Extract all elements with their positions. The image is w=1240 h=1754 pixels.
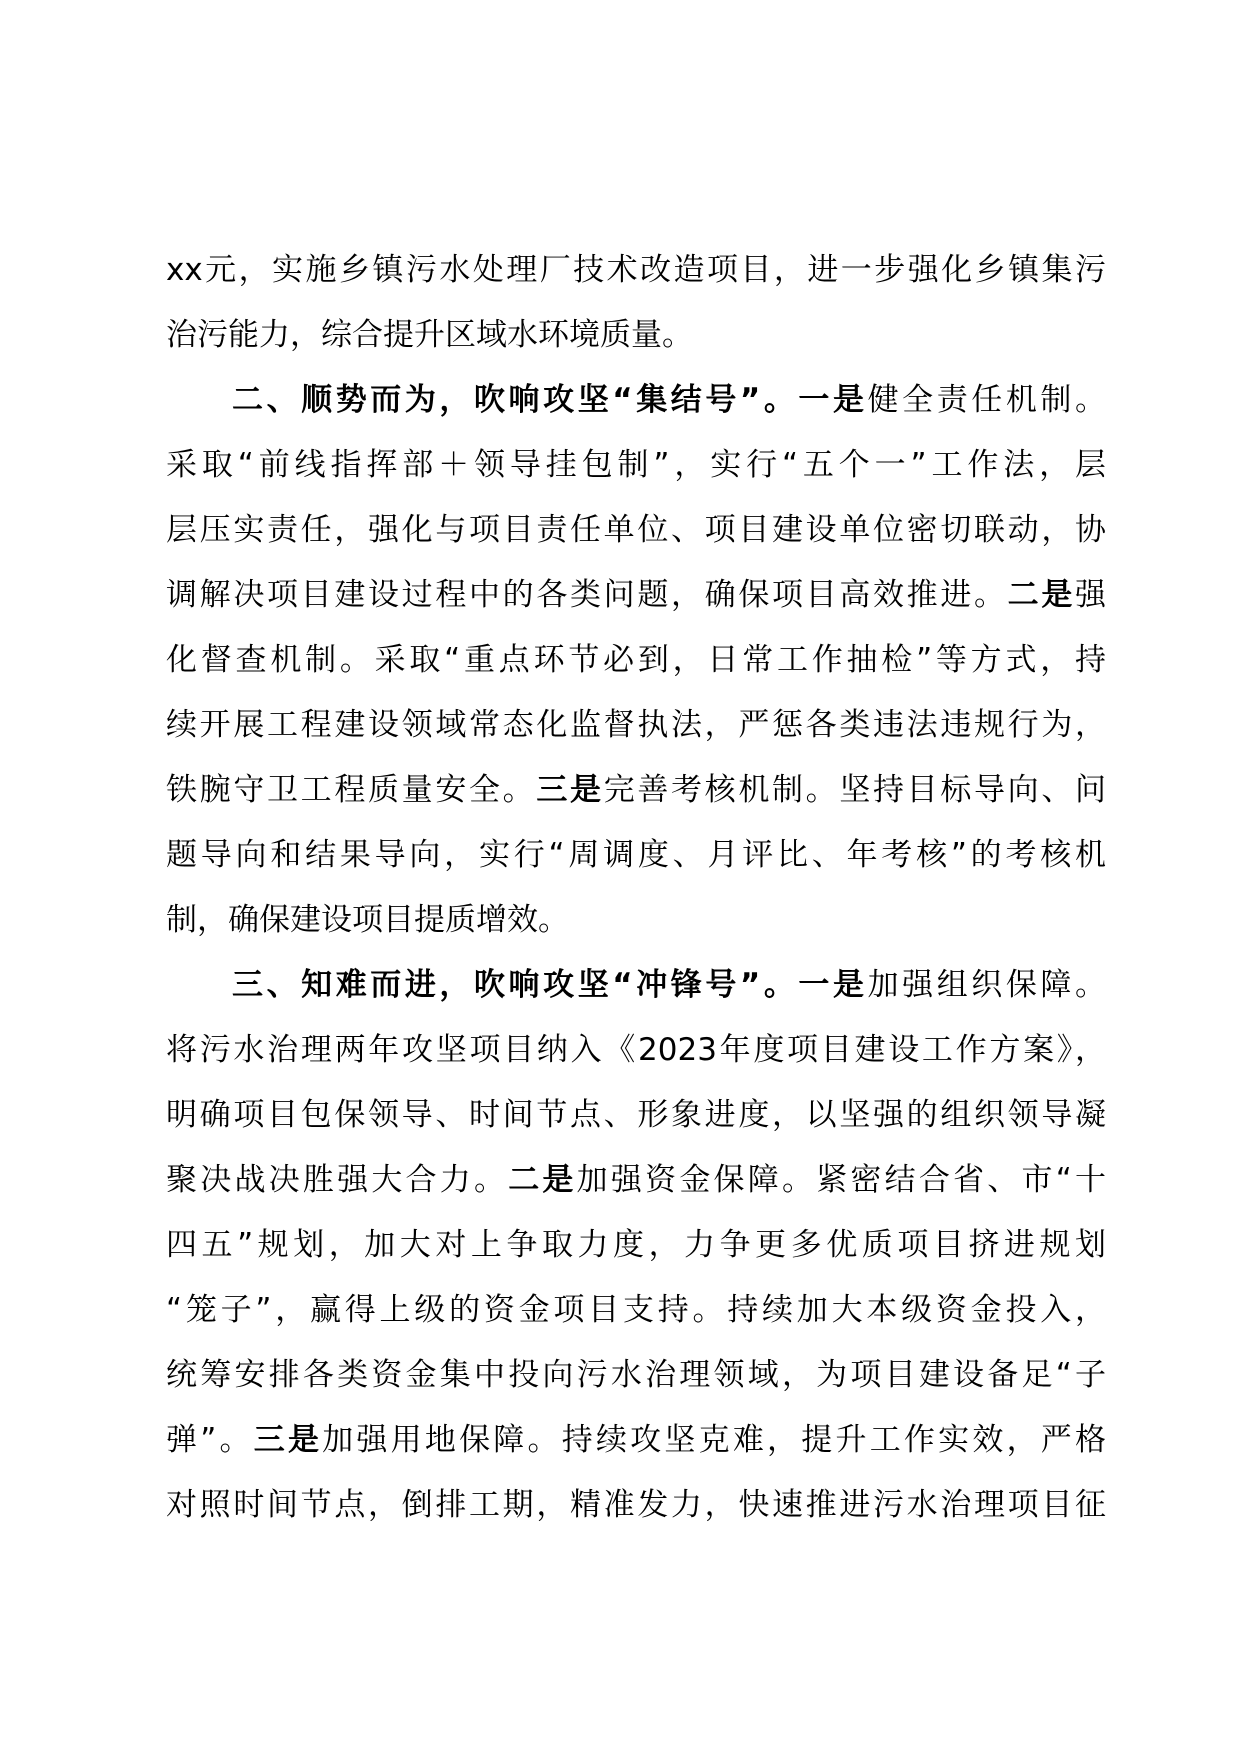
text-segment: 题导向和结果导向，实行“周调度、月评比、年考核”的考核机 <box>166 837 1106 873</box>
text-segment: 明确项目包保领导、时间节点、形象进度，以坚强的组织领导凝 <box>166 1097 1106 1133</box>
text-line <box>166 953 1106 1018</box>
text-segment: 调解决项目建设过程中的各类问题，确保项目高效推进。 <box>166 577 1008 613</box>
text-segment: 制，确保建设项目提质增效。 <box>166 902 569 938</box>
text-segment: 续开展工程建设领域常态化监督执法，严惩各类违法违规行为， <box>166 707 1106 743</box>
text-line <box>166 1278 1106 1343</box>
text-segment: 四五”规划，加大对上争取力度，力争更多优质项目挤进规划 <box>166 1227 1106 1263</box>
text-segment: 聚决战决胜强大合力。 <box>166 1162 509 1198</box>
bold-text-segment: 三、知难而进，吹响攻坚“冲锋号”。一是 <box>232 967 868 1003</box>
text-line <box>166 1473 1106 1538</box>
text-line <box>166 368 1106 433</box>
text-segment: 加强用地保障。持续攻坚克难，提升工作实效，严格 <box>322 1422 1107 1458</box>
text-segment: 层压实责任，强化与项目责任单位、项目建设单位密切联动，协 <box>166 512 1106 548</box>
text-segment: 对照时间节点，倒排工期，精准发力，快速推进污水治理项目征 <box>166 1487 1106 1523</box>
text-line <box>166 238 1106 303</box>
text-line <box>166 563 1106 628</box>
bold-text-segment: 二是 <box>1007 577 1076 613</box>
text-line <box>166 1343 1106 1408</box>
text-line <box>166 1408 1106 1473</box>
text-segment: 将污水治理两年攻坚项目纳入《2023年度项目建设工作方案》， <box>166 1032 1106 1068</box>
text-line <box>166 1213 1106 1278</box>
text-segment: “笼子”，赢得上级的资金项目支持。持续加大本级资金投入， <box>166 1292 1106 1328</box>
text-segment: 化督查机制。采取“重点环节必到，日常工作抽检”等方式，持 <box>166 642 1106 678</box>
text-line <box>166 498 1106 563</box>
text-line <box>166 433 1106 498</box>
text-segment: 加强组织保障。 <box>867 967 1106 1003</box>
text-segment: 治污能力，综合提升区域水环境质量。 <box>166 317 693 353</box>
text-segment: 采取“前线指挥部＋领导挂包制”，实行“五个一”工作法，层 <box>166 447 1106 483</box>
bold-text-segment: 二是 <box>508 1162 577 1198</box>
text-segment: 加强资金保障。紧密结合省、市“十 <box>576 1162 1107 1198</box>
text-line <box>166 1018 1106 1083</box>
text-line <box>166 303 1106 368</box>
text-segment: 健全责任机制。 <box>867 382 1106 418</box>
text-line <box>166 888 1106 953</box>
text-segment: xx元，实施乡镇污水处理厂技术改造项目，进一步强化乡镇集污 <box>166 252 1106 288</box>
bold-text-segment: 三是 <box>536 772 604 808</box>
text-line <box>166 628 1106 693</box>
text-line <box>166 758 1106 823</box>
document-body <box>166 238 1106 1538</box>
text-line <box>166 1148 1106 1213</box>
text-segment: 弹”。 <box>166 1422 254 1458</box>
text-segment: 统筹安排各类资金集中投向污水治理领域，为项目建设备足“子 <box>166 1357 1106 1393</box>
text-line <box>166 1083 1106 1148</box>
text-line <box>166 823 1106 888</box>
text-segment: 完善考核机制。坚持目标导向、问 <box>603 772 1107 808</box>
bold-text-segment: 二、顺势而为，吹响攻坚“集结号”。一是 <box>232 382 868 418</box>
text-line <box>166 693 1106 758</box>
text-segment: 强 <box>1075 577 1107 613</box>
text-segment: 铁腕守卫工程质量安全。 <box>166 772 537 808</box>
bold-text-segment: 三是 <box>253 1422 323 1458</box>
